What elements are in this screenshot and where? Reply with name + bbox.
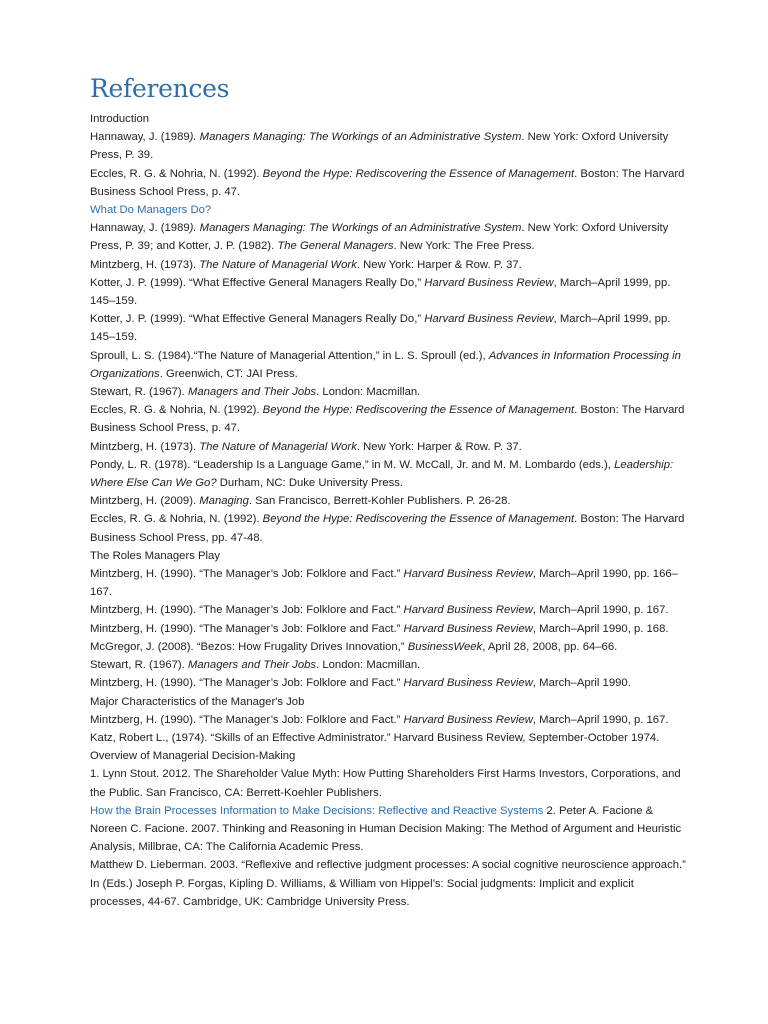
reference-entry — [90, 601, 690, 619]
reference-entry — [90, 165, 690, 201]
reference-entry — [90, 456, 690, 492]
reference-italic-text: Harvard Business Review — [424, 313, 554, 326]
reference-text: Eccles, R. G. & Nohria, N. (1992). — [90, 167, 263, 180]
reference-entry — [90, 347, 690, 383]
reference-text: What Do Managers Do? — [90, 204, 212, 217]
page-title: References — [90, 74, 230, 103]
reference-text: Matthew D. Lieberman. 2003. “Reflexive and reflective judgment processes: A social cognitive neuroscience approach.” In (Eds.) Joseph P. Forgas, Kipling D. Williams, & William von Hippel’s: Social judgments: Implicit and explicit processes, 44-67. Cambridge, UK: Cambridge University Press. — [90, 859, 686, 908]
reference-italic-text: ). Managers Managing: The Workings of an Administrative System — [189, 222, 522, 235]
reference-entry — [90, 802, 690, 857]
reference-italic-text: Leadership: Where Else Can We Go? — [90, 458, 674, 490]
reference-text: McGregor, J. (2008). “Bezos: How Frugality Drives Innovation,” — [90, 640, 408, 653]
reference-text: , March–April 1999, pp. 145–159. — [90, 276, 671, 308]
reference-text: Mintzberg, H. (2009). — [90, 495, 200, 508]
reference-entry — [90, 656, 690, 674]
reference-text: Mintzberg, H. (1990). “The Manager’s Job: Folklore and Fact.” — [90, 622, 404, 635]
reference-text: . Boston: The Harvard Business School Press, p. 47. — [90, 404, 685, 435]
reference-entry — [90, 510, 690, 546]
reference-link[interactable]: How the Brain Processes Information to Make Decisions: Reflective and Reactive Systems — [90, 804, 544, 817]
reference-italic-text: Managers and Their Jobs — [187, 386, 317, 399]
reference-text: , March–April 1990, p. 168. — [532, 622, 669, 635]
reference-text: Overview of Managerial Decision-Making — [90, 750, 296, 763]
reference-text: . New York: Harper & Row. P. 37. — [356, 258, 522, 271]
reference-list — [90, 110, 690, 911]
reference-text: . London: Macmillan. — [316, 659, 421, 672]
reference-text: Hannaway, J. (1989 — [90, 131, 190, 144]
reference-entry — [90, 219, 690, 255]
reference-text: . New York: The Free Press. — [393, 240, 535, 253]
reference-text: , March–April 1990, pp. 166–167. — [90, 568, 678, 599]
reference-entry — [90, 274, 690, 310]
reference-text: Stewart, R. (1967). — [90, 386, 188, 399]
reference-text: Mintzberg, H. (1990). “The Manager’s Job: Folklore and Fact.” — [90, 677, 404, 690]
reference-text: , April 28, 2008, pp. 64–66. — [482, 640, 618, 653]
reference-text: Major Characteristics of the Manager's Job — [90, 695, 305, 708]
reference-italic-text: Advances in Information Processing in Organizations — [90, 349, 681, 380]
reference-text: . New York: Harper & Row. P. 37. — [356, 440, 522, 453]
reference-text: 2. Peter A. Facione & Noreen C. Facione. 2007. Thinking and Reasoning in Human Decision Making: The Method of Argument and Heuristic Analysis, Millbrae, CA: The California Academic Press. — [90, 804, 682, 854]
reference-text: Hannaway, J. (1989 — [90, 222, 190, 235]
reference-italic-text: ). Managers Managing: The Workings of an Administrative System — [189, 131, 522, 144]
reference-text: Mintzberg, H. (1990). “The Manager’s Job: Folklore and Fact.” — [90, 713, 404, 726]
reference-text: Katz, Robert L., (1974). “Skills of an Effective Administrator.” Harvard Business Review, September-October 1974. — [90, 731, 660, 744]
reference-entry — [90, 765, 690, 801]
reference-italic-text: The Nature of Managerial Work — [199, 440, 357, 453]
section-heading — [90, 547, 690, 565]
reference-entry — [90, 438, 690, 456]
reference-italic-text: BusinessWeek — [407, 640, 483, 653]
reference-entry — [90, 565, 690, 601]
reference-italic-text: Harvard Business Review — [403, 677, 533, 690]
reference-text: The Roles Managers Play — [90, 549, 220, 562]
reference-italic-text: Harvard Business Review — [403, 713, 533, 726]
section-heading — [90, 747, 690, 765]
reference-italic-text: Harvard Business Review — [424, 276, 554, 289]
reference-italic-text: Managing — [199, 495, 249, 508]
reference-italic-text: Beyond the Hype: Rediscovering the Essence of Management — [262, 167, 575, 180]
references-page — [90, 72, 690, 911]
section-heading — [90, 693, 690, 711]
reference-text: , March–April 1990. — [532, 677, 631, 690]
reference-italic-text: Beyond the Hype: Rediscovering the Essence of Management — [262, 513, 575, 526]
reference-entry — [90, 638, 690, 656]
reference-text: Durham, NC: Duke University Press. — [216, 477, 404, 490]
reference-text: . Greenwich, CT: JAI Press. — [159, 367, 298, 380]
reference-text: Stewart, R. (1967). — [90, 659, 188, 672]
reference-entry — [90, 856, 690, 911]
reference-entry — [90, 729, 690, 747]
reference-entry — [90, 310, 690, 346]
reference-text: Mintzberg, H. (1973). — [90, 440, 200, 453]
reference-text: . London: Macmillan. — [316, 386, 421, 399]
reference-text: . Boston: The Harvard Business School Press, pp. 47-48. — [90, 513, 685, 544]
reference-text: , March–April 1990, p. 167. — [532, 713, 669, 726]
reference-italic-text: The Nature of Managerial Work — [199, 258, 357, 271]
reference-text: Eccles, R. G. & Nohria, N. (1992). — [90, 404, 263, 417]
reference-text: Mintzberg, H. (1990). “The Manager’s Job: Folklore and Fact.” — [90, 568, 404, 581]
reference-text: Eccles, R. G. & Nohria, N. (1992). — [90, 513, 263, 526]
reference-entry — [90, 620, 690, 638]
reference-italic-text: Beyond the Hype: Rediscovering the Essence of Management — [262, 404, 575, 417]
section-heading-link[interactable] — [90, 201, 690, 219]
reference-text: . New York: Oxford University Press, P. 39. — [90, 131, 669, 162]
reference-italic-text: Managers and Their Jobs — [187, 659, 317, 672]
reference-entry — [90, 128, 690, 164]
reference-entry — [90, 256, 690, 274]
reference-text: . Boston: The Harvard Business School Press, p. 47. — [90, 167, 685, 198]
reference-text: , March–April 1999, pp. 145–159. — [90, 313, 671, 344]
reference-text: Mintzberg, H. (1973). — [90, 258, 200, 271]
reference-text: Pondy, L. R. (1978). “Leadership Is a Language Game,” in M. W. McCall, Jr. and M. M. Lombardo (eds.), — [90, 458, 615, 471]
reference-text: Kotter, J. P. (1999). “What Effective General Managers Really Do,” — [90, 276, 425, 289]
reference-italic-text: Harvard Business Review — [403, 604, 533, 617]
reference-text: 1. Lynn Stout. 2012. The Shareholder Value Myth: How Putting Shareholders First Harms Investors, Corporations, and the Public. San Francisco, CA: Berrett-Koehler Publishers. — [90, 768, 681, 799]
reference-text: Kotter, J. P. (1999). “What Effective General Managers Really Do,” — [90, 313, 425, 326]
reference-text: , March–April 1990, p. 167. — [532, 604, 669, 617]
reference-entry — [90, 711, 690, 729]
reference-text: Sproull, L. S. (1984).“The Nature of Managerial Attention,” in L. S. Sproull (ed.), — [90, 349, 489, 362]
reference-text: Introduction — [90, 113, 150, 125]
reference-italic-text: Harvard Business Review — [403, 622, 533, 635]
reference-entry — [90, 492, 690, 510]
reference-text: Mintzberg, H. (1990). “The Manager’s Job: Folklore and Fact.” — [90, 604, 404, 617]
reference-entry — [90, 401, 690, 437]
reference-text: . New York: Oxford University Press, P. 39; and Kotter, J. P. (1982). — [90, 222, 669, 253]
section-heading — [90, 110, 690, 128]
reference-italic-text: Harvard Business Review — [403, 568, 533, 581]
reference-entry — [90, 674, 690, 692]
reference-italic-text: The General Managers — [277, 240, 394, 253]
reference-entry — [90, 383, 690, 401]
reference-text: . San Francisco, Berrett-Kohler Publishers. P. 26-28. — [248, 495, 511, 508]
